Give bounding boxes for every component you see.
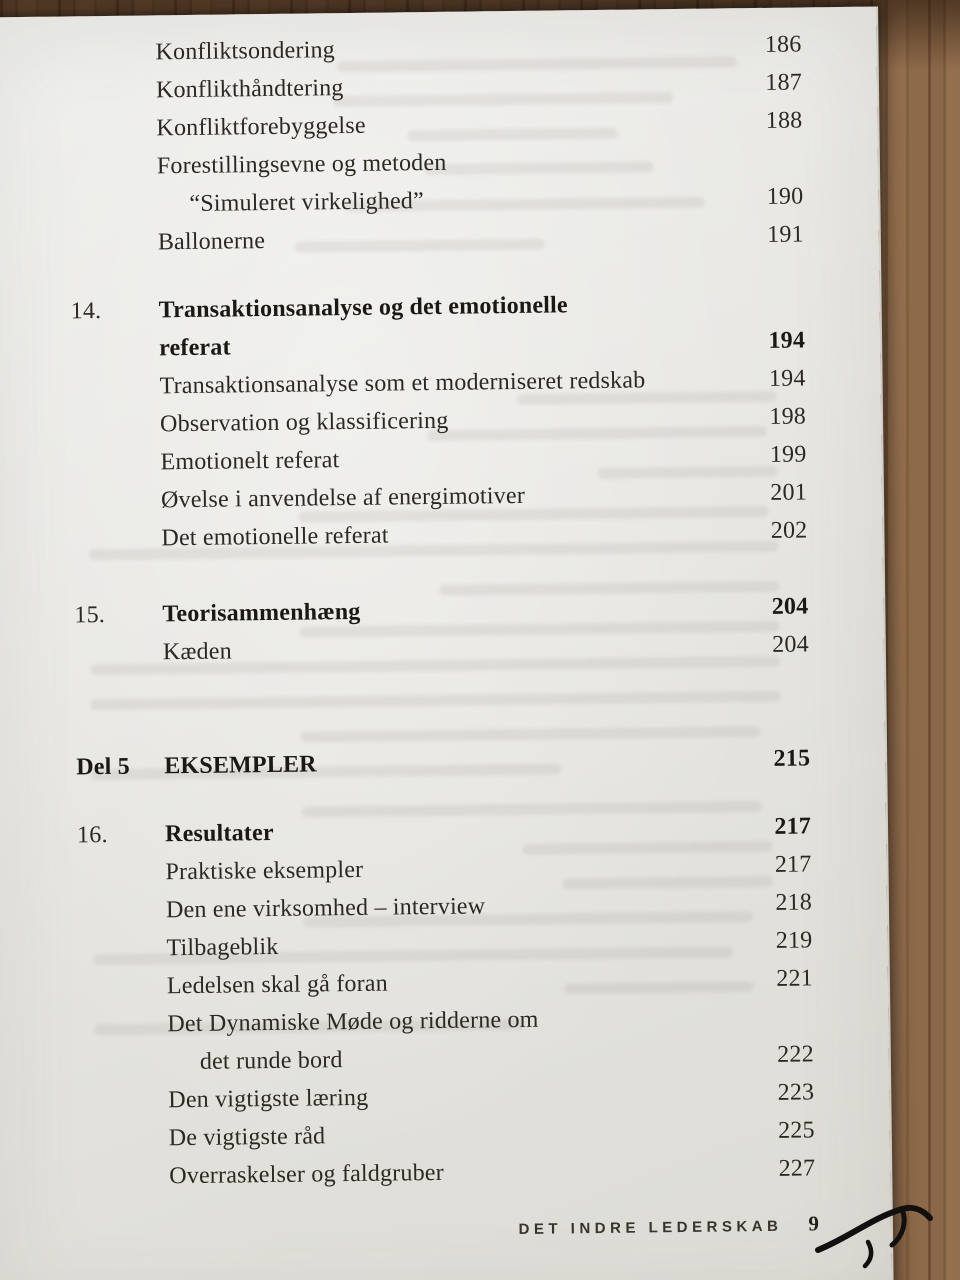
- toc-page-number: 191: [767, 221, 804, 248]
- toc-entry-title: Transaktionsanalyse og det emotionelle: [158, 292, 568, 324]
- toc-row: [75, 625, 809, 672]
- toc-entry-title: Teorisammenhæng: [162, 598, 361, 628]
- toc-chapter-number: [69, 135, 157, 136]
- toc-chapter-number: [80, 1069, 168, 1070]
- toc-chapter-number: [72, 431, 160, 432]
- page-footer: [518, 1211, 819, 1240]
- toc-page-number: [733, 165, 803, 166]
- toc-chapter-number: [80, 1107, 168, 1108]
- toc-entry-title: Den ene virksomhed – interview: [165, 893, 486, 924]
- toc-entry-title: “Simuleret virkelighed”: [189, 188, 425, 217]
- toc-page-number: 221: [776, 965, 814, 992]
- toc-chapter-number: [79, 1031, 167, 1032]
- toc-entry-title: Tilbageblik: [166, 933, 279, 962]
- toc-chapter-number: [68, 97, 156, 98]
- folio-page-number: 9: [808, 1211, 820, 1236]
- toc-chapter-number: [79, 993, 167, 994]
- toc-page-number: 202: [770, 517, 808, 544]
- toc-chapter-number: [70, 249, 158, 250]
- toc-chapter-number: Del 5: [76, 753, 131, 781]
- toc-chapter-number: [81, 1183, 169, 1184]
- toc-page-number: 219: [775, 927, 813, 954]
- toc-page-number: [735, 309, 805, 310]
- toc-page-number: 218: [775, 889, 813, 916]
- toc-page-number: 186: [764, 31, 802, 58]
- toc-entry-title: det runde bord: [199, 1047, 343, 1075]
- table-of-contents: [67, 25, 815, 1196]
- toc-page-number: 194: [768, 327, 806, 354]
- toc-entry-title: referat: [158, 334, 231, 362]
- toc-chapter-number: 16.: [76, 822, 108, 849]
- toc-chapter-number: [73, 507, 161, 508]
- toc-entry-title: Konflikthåndtering: [155, 75, 344, 104]
- show-through-text: [0, 7, 876, 18]
- toc-entry-title: Konfliktforebyggelse: [156, 112, 366, 142]
- toc-entry-title: Ballonerne: [157, 228, 266, 256]
- toc-page-number: 198: [769, 403, 807, 430]
- book-page: [0, 7, 892, 1280]
- toc-chapter-number: [73, 469, 161, 470]
- toc-page-number: 194: [768, 365, 806, 392]
- toc-chapter-number: 14.: [70, 298, 102, 325]
- toc-entry-title: Det Dynamiske Møde og ridderne om: [167, 1006, 539, 1038]
- toc-entry-title: Praktiske eksempler: [165, 856, 364, 886]
- toc-page-number: 204: [772, 631, 809, 658]
- toc-entry-title: De vigtigste råd: [168, 1123, 326, 1152]
- toc-row: [70, 215, 804, 262]
- toc-row: [73, 511, 807, 558]
- toc-entry-title: Forestillingsevne og metoden: [156, 149, 447, 180]
- toc-entry-title: Konfliktsondering: [155, 37, 336, 66]
- toc-chapter-number: [68, 59, 156, 60]
- toc-row: [81, 1149, 815, 1196]
- toc-entry-title: Resultater: [164, 819, 274, 848]
- toc-page-number: 204: [771, 593, 809, 620]
- toc-page-number: 188: [765, 107, 803, 134]
- toc-chapter-number: [69, 173, 157, 174]
- toc-chapter-number: [69, 211, 157, 212]
- toc-chapter-number: 15.: [74, 602, 106, 629]
- toc-page-number: 190: [766, 183, 804, 210]
- toc-chapter-number: [72, 393, 160, 394]
- toc-chapter-number: [78, 917, 166, 918]
- toc-page-number: 223: [777, 1079, 815, 1106]
- toc-page-number: 217: [774, 851, 812, 878]
- toc-entry-title: Observation og klassificering: [159, 407, 449, 438]
- toc-row: [76, 739, 810, 786]
- toc-chapter-number: [81, 1145, 169, 1146]
- toc-page-number: 227: [778, 1155, 816, 1182]
- toc-entry-title: EKSEMPLER: [164, 751, 317, 780]
- toc-entry-title: Øvelse i anvendelse af energimotiver: [160, 482, 526, 514]
- toc-page-number: 225: [777, 1117, 815, 1144]
- book-title: DET INDRE LEDERSKAB: [518, 1217, 783, 1239]
- toc-entry-title: Den vigtigste læring: [168, 1084, 369, 1114]
- toc-entry-title: Ledelsen skal gå foran: [166, 970, 389, 1000]
- toc-chapter-number: [78, 879, 166, 880]
- toc-chapter-number: [71, 355, 159, 356]
- toc-chapter-number: [74, 545, 162, 546]
- toc-entry-title: Kæden: [162, 638, 233, 666]
- toc-page-number: 199: [769, 441, 807, 468]
- toc-chapter-number: [75, 659, 163, 660]
- toc-page-number: 222: [777, 1041, 814, 1068]
- toc-entry-title: Det emotionelle referat: [161, 522, 389, 552]
- toc-entry-title: Transaktionsanalyse som et moderniseret redskab: [159, 367, 646, 400]
- toc-page-number: 217: [774, 813, 812, 840]
- toc-page-number: 201: [770, 479, 808, 506]
- toc-page-number: 215: [773, 745, 811, 772]
- toc-page-number: [743, 1023, 813, 1024]
- toc-page-number: 187: [765, 69, 803, 96]
- toc-entry-title: Overraskelser og faldgruber: [169, 1159, 445, 1190]
- toc-chapter-number: [79, 955, 167, 956]
- bird-doodle-ink-mark: [812, 1196, 938, 1272]
- toc-entry-title: Emotionelt referat: [160, 447, 340, 476]
